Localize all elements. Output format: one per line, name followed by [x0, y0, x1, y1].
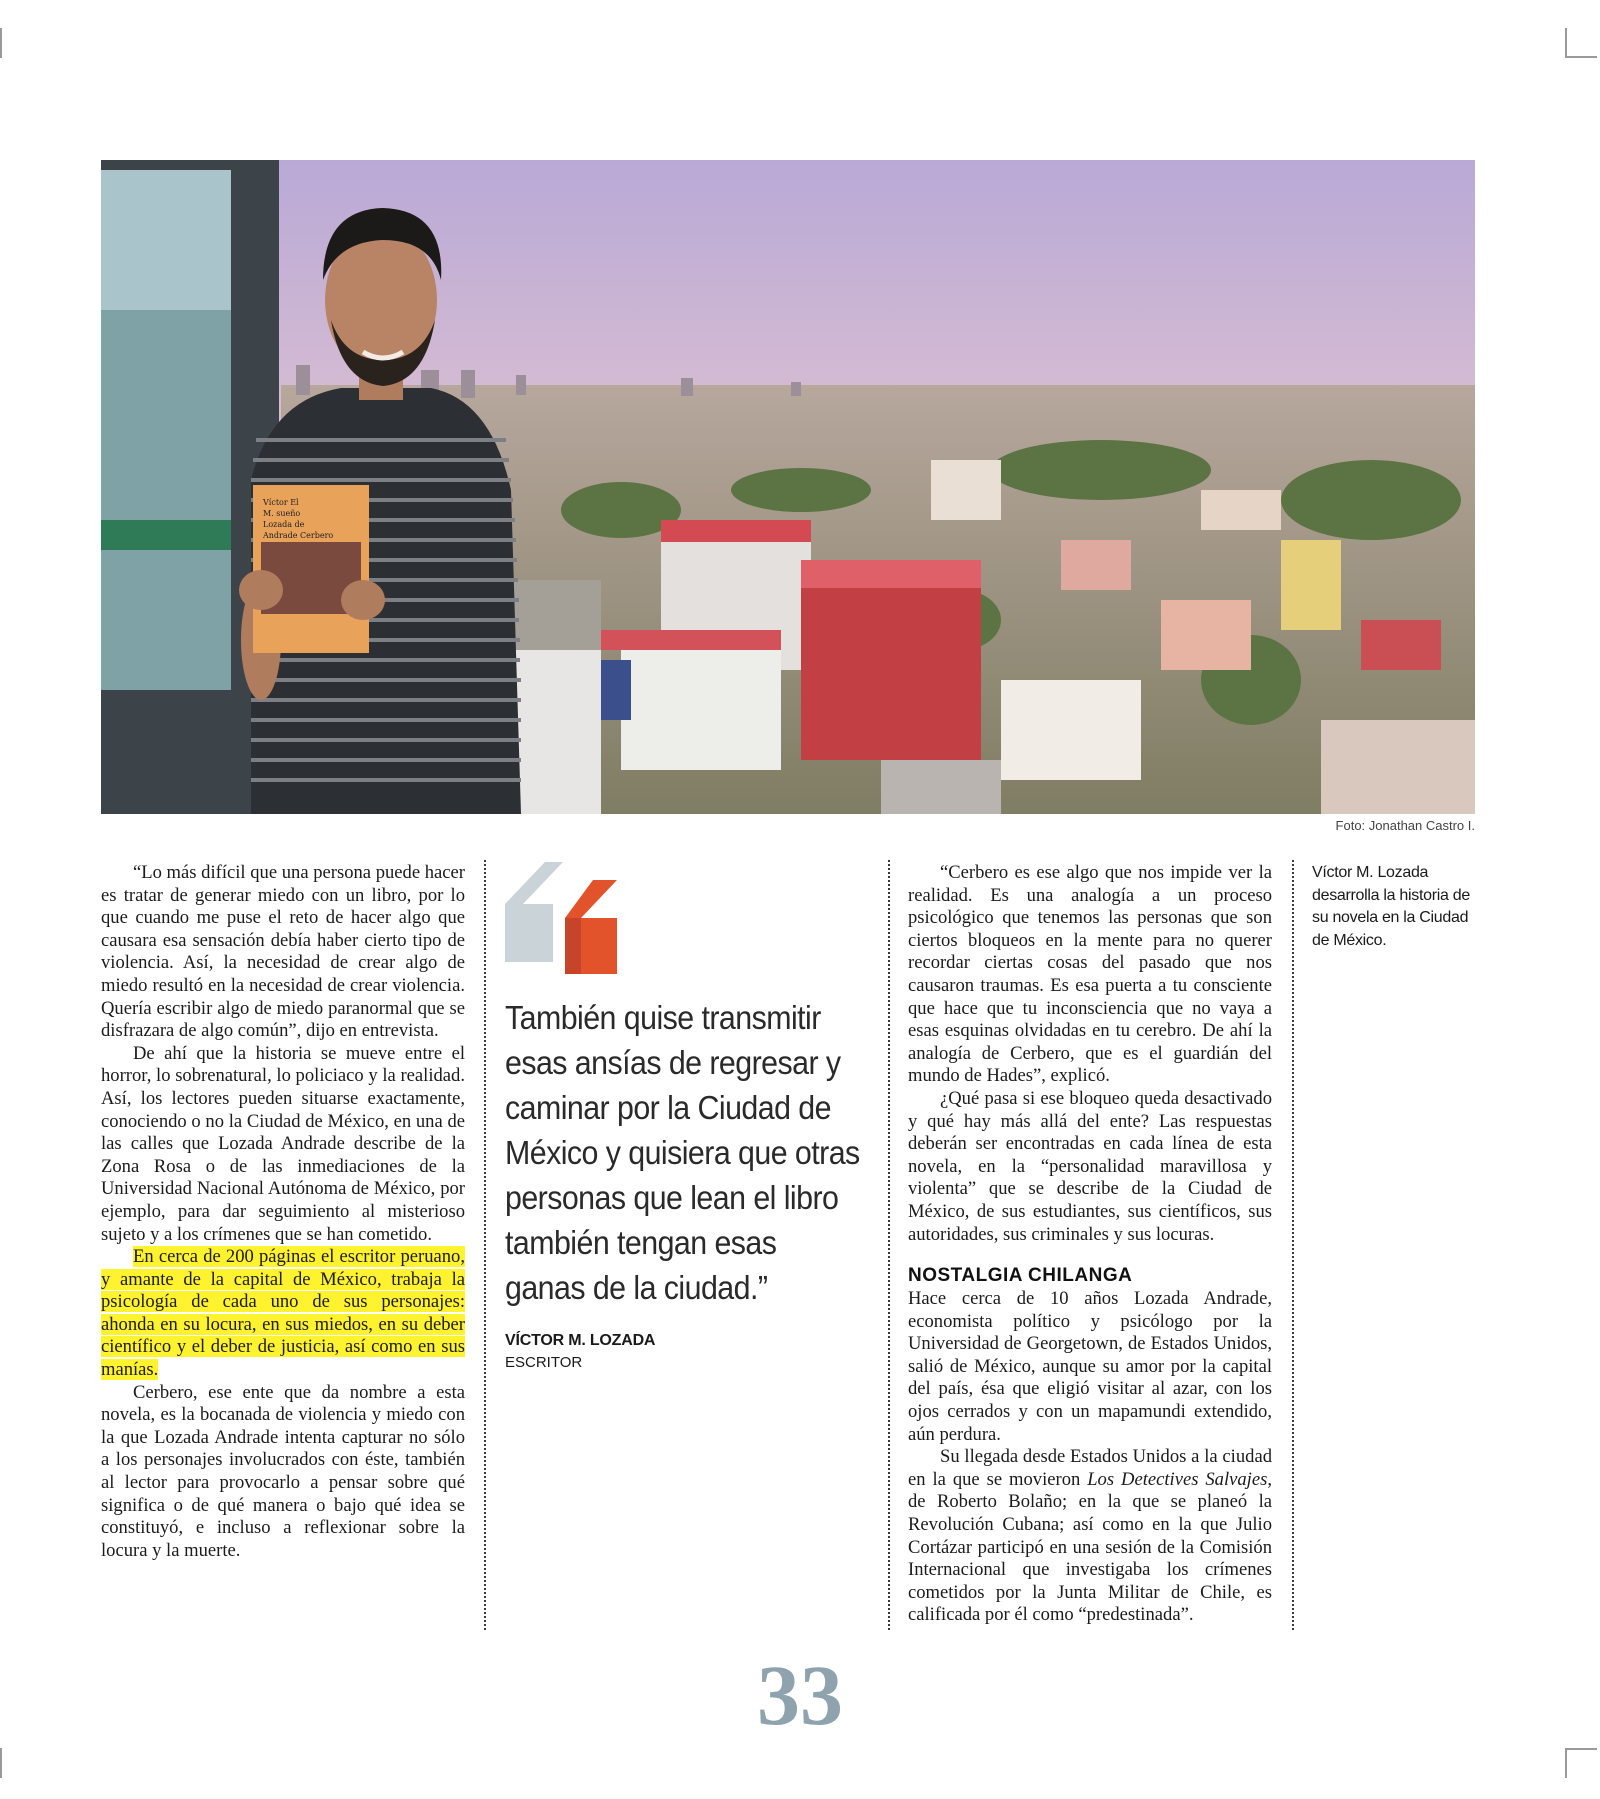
column-divider	[888, 860, 890, 1630]
body-paragraph: ¿Qué pasa si ese bloqueo queda desactivado y qué hay más allá del ente? Las respuestas deberán ser encontradas en cada línea de esta novela, en la “personalidad maravillosa y violenta” que se describe de la Ciudad de México, de sus estudiantes, sus científicos, sus autoridades, sus criminales y sus locuras.	[908, 1087, 1272, 1245]
quote-author: VÍCTOR M. LOZADA	[505, 1332, 656, 1349]
book-title-line: M. sueño	[263, 509, 301, 518]
pull-quote	[505, 862, 875, 1371]
column-divider	[484, 860, 486, 1630]
body-paragraph	[908, 1446, 1272, 1627]
paragraph-text: , de Roberto Bolaño; en la que se planeó la Revolución Cubana; así como en la que Julio Cortázar participó en una sesión de la Comisión Internacional que investigaba los crímenes cometidos por la Junta Militar de Chile, es calificada por él como “predestinada”.	[908, 1468, 1272, 1626]
photo-caption: Víctor M. Lozada desarrolla la historia de su novela en la Ciudad de México.	[1312, 864, 1470, 949]
book-title-line: Víctor El	[263, 498, 299, 507]
window-glass	[101, 310, 231, 690]
body-paragraph: De ahí que la historia se mueve entre el horror, lo sobrenatural, lo policiaco y la realidad. Así, los lectores pueden situarse exactamente, conociendo o no la Ciudad de México, en una de las calles que Lozada Andrade describe de la Zona Rosa o de las inmediaciones de la Universidad Nacional Autónoma de México, por ejemplo, para dar seguimiento al misterioso sujeto y a los crímenes que se han cometido.	[101, 1042, 465, 1245]
body-paragraph: “Lo más difícil que una persona puede hacer es tratar de generar miedo con un libro, por lo que cuando me puse el reto de hacer algo que causara esa sensación debía haber cierto tipo de violencia. Así, la necesidad de crear algo de miedo resultó en la necesidad de crear violencia. Quería escribir algo de miedo paranormal que se disfrazara de algo común”, dijo en entrevista.	[101, 862, 465, 1042]
body-paragraph: Hace cerca de 10 años Lozada Andrade, economista político y psicólogo por la Universidad de Georgetown, de Estados Unidos, salió de México, aunque su amor por la capital del país, ésa que eligió visitar al azar, con los ojos cerrados y con un mapamundi extendido, aún perdura.	[908, 1288, 1272, 1445]
column-divider	[1292, 860, 1294, 1630]
quote-mark-icon	[505, 862, 625, 982]
photo-credit: Foto: Jonathan Castro I.	[1335, 818, 1475, 833]
crop-mark	[1565, 1748, 1567, 1778]
page-number: 33	[757, 1647, 843, 1743]
crop-mark	[1565, 28, 1567, 58]
section-subhead: NOSTALGIA CHILANGA	[908, 1265, 1133, 1287]
body-paragraph: Cerbero, ese ente que da nombre a esta novela, es la bocanada de violencia y miedo con la que Lozada Andrade intenta capturar no sólo a los personajes involucrados con éste, también al lector para provocarlo a pensar sobre qué significa o de qué manera o bajo qué idea se constituyó, e incluso a reflexionar sobre la locura y la muerte.	[101, 1381, 465, 1561]
book-title-line: Andrade Cerbero	[263, 531, 334, 540]
pull-quote-text: También quise transmitir esas ansías de regresar y caminar por la Ciudad de México y quisiera que otras personas que lean el libro también tengan esas ganas de la ciudad.”	[505, 999, 860, 1306]
book-title-italic: Los Detectives Salvajes	[1087, 1468, 1268, 1490]
crop-mark	[1567, 1748, 1597, 1750]
article-column-3	[908, 862, 1272, 1627]
highlighted-paragraph	[101, 1246, 465, 1382]
highlight-marker: En cerca de 200 páginas el escritor peruano, y amante de la capital de México, trabaja la psicología de cada uno de sus personajes: ahonda en su locura, en sus miedos, en su deber científico y el deber de justicia, así como en sus manías.	[101, 1246, 465, 1381]
quote-author-role: ESCRITOR	[505, 1354, 583, 1371]
window-glass	[101, 170, 231, 310]
crop-mark	[0, 1748, 2, 1778]
book-cover	[239, 485, 385, 653]
book-title-line: Lozada de	[263, 520, 305, 529]
paragraph-text: Su llegada desde Estados Unidos a la ciudad en la que se movieron	[908, 1446, 1272, 1490]
article-column-1	[101, 862, 465, 1562]
hero-photo	[101, 160, 1475, 814]
window-rail	[101, 520, 231, 550]
cityscape-illustration	[101, 160, 1475, 814]
crop-mark	[0, 28, 2, 58]
body-paragraph: “Cerbero es ese algo que nos impide ver la realidad. Es una analogía a un proceso psicológico que tenemos las personas que son ciertos bloqueos en la mente para no querer recordar ciertas cosas del pasado que nos causaron traumas. Es esa puerta a tu consciente que hace que tu inconsciencia que no vaya a esas esquinas olvidadas en tu cerebro. De ahí la analogía de Cerbero, que es el guardián del mundo de Hades”, explicó.	[908, 862, 1272, 1087]
crop-mark	[1567, 56, 1597, 58]
